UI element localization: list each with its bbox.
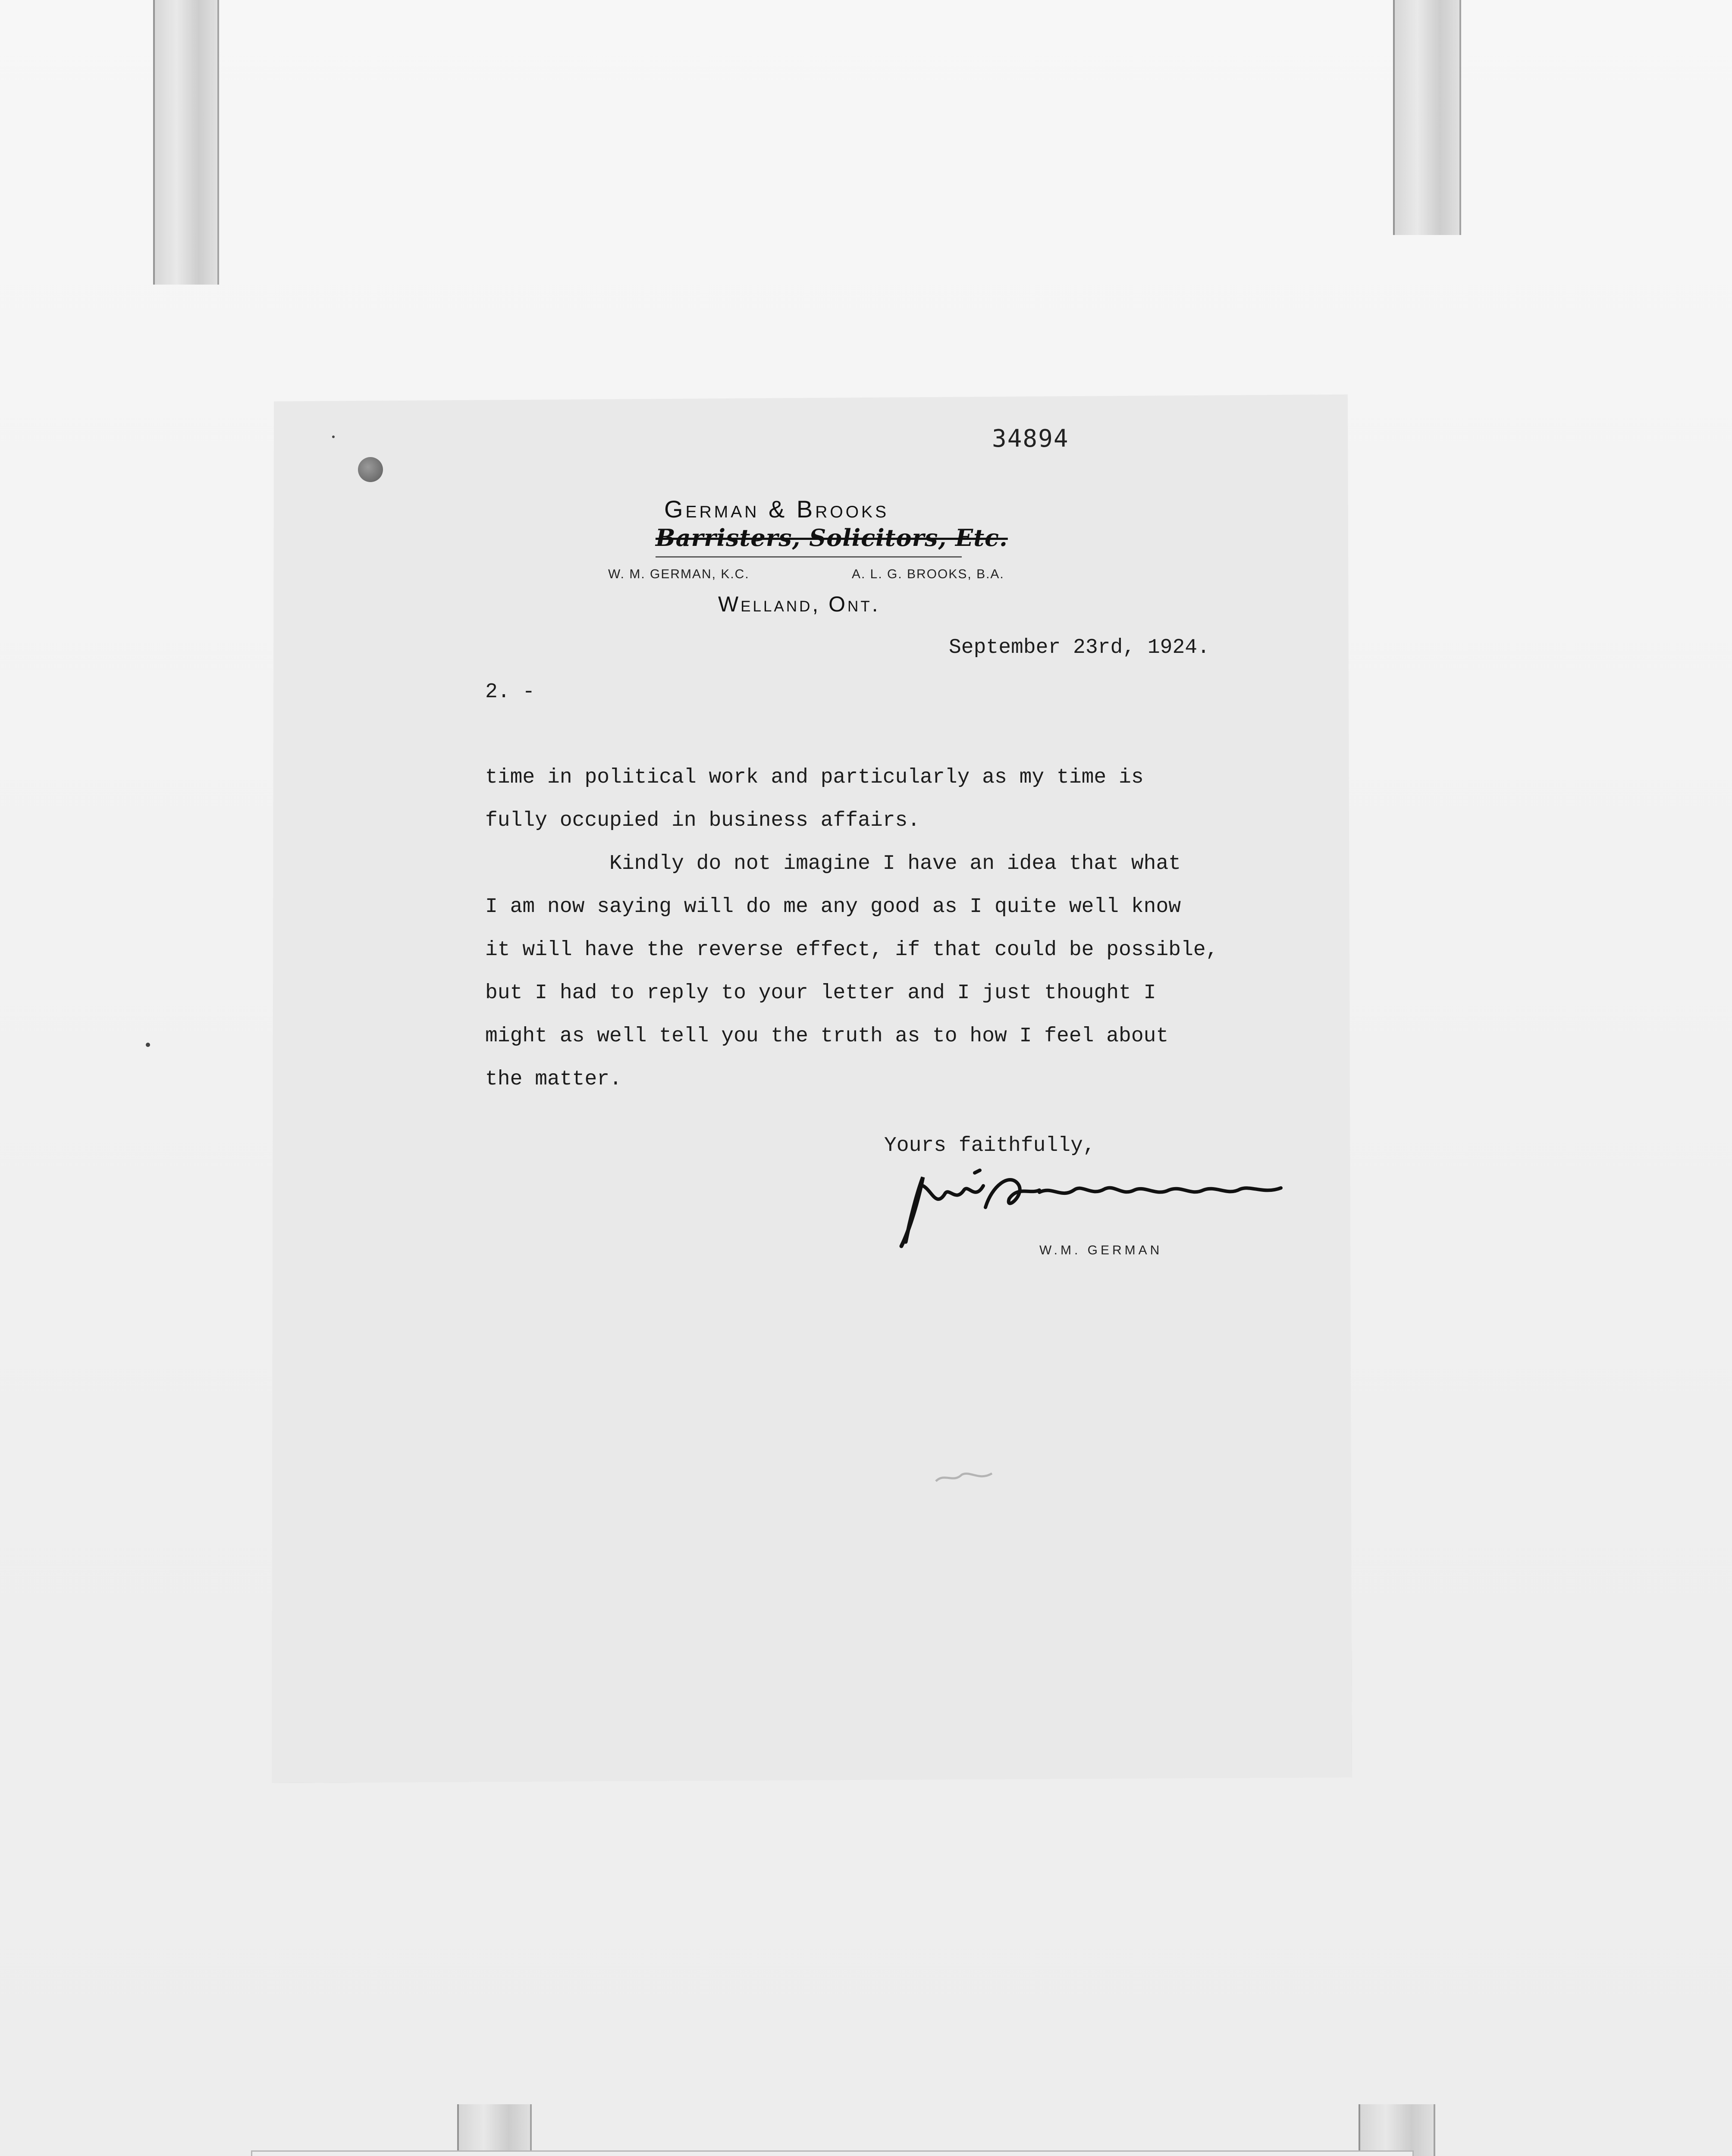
body-line: I am now saying will do me any good as I quite well know [485,895,1181,918]
tape-strip-bottom-mid-right [1359,2104,1435,2156]
letterhead-divider [656,556,962,558]
archive-identification-card [252,2152,1412,2156]
letterhead-partner-right: A. L. G. BROOKS, B.A. [852,567,1004,581]
handwritten-signature [880,1160,1302,1250]
document-number: 34894 [992,425,1069,453]
body-line: but I had to reply to your letter and I just thought I [485,981,1156,1005]
body-line: fully occupied in business affairs. [485,809,920,832]
tape-strip-bottom-mid-left [457,2104,532,2156]
body-line: Kindly do not imagine I have an idea that what [485,852,1181,875]
closing-salutation: Yours faithfully, [884,1134,1095,1157]
tape-strip-top-right [1393,0,1461,235]
letterhead-firm-name: German & Brooks [664,495,889,523]
ink-smudge [932,1468,1001,1485]
punch-hole [358,457,383,482]
stray-mark [146,1043,150,1047]
letterhead-profession: Barristers, Solicitors, Etc. [656,524,1008,552]
letterhead-city: Welland, Ont. [718,592,880,616]
body-line: the matter. [485,1068,622,1091]
body-line: time in political work and particularly as my time is [485,766,1144,789]
letterhead-partner-left: W. M. GERMAN, K.C. [608,567,750,581]
tape-strip-top-left [153,0,219,285]
body-line: it will have the reverse effect, if that could be possible, [485,938,1218,962]
letter-date: September 23rd, 1924. [949,636,1210,659]
stray-mark [332,436,335,438]
signer-name: W.M. GERMAN [1039,1243,1163,1257]
page-marker: 2. - [485,680,535,704]
body-line: might as well tell you the truth as to how I feel about [485,1025,1169,1048]
